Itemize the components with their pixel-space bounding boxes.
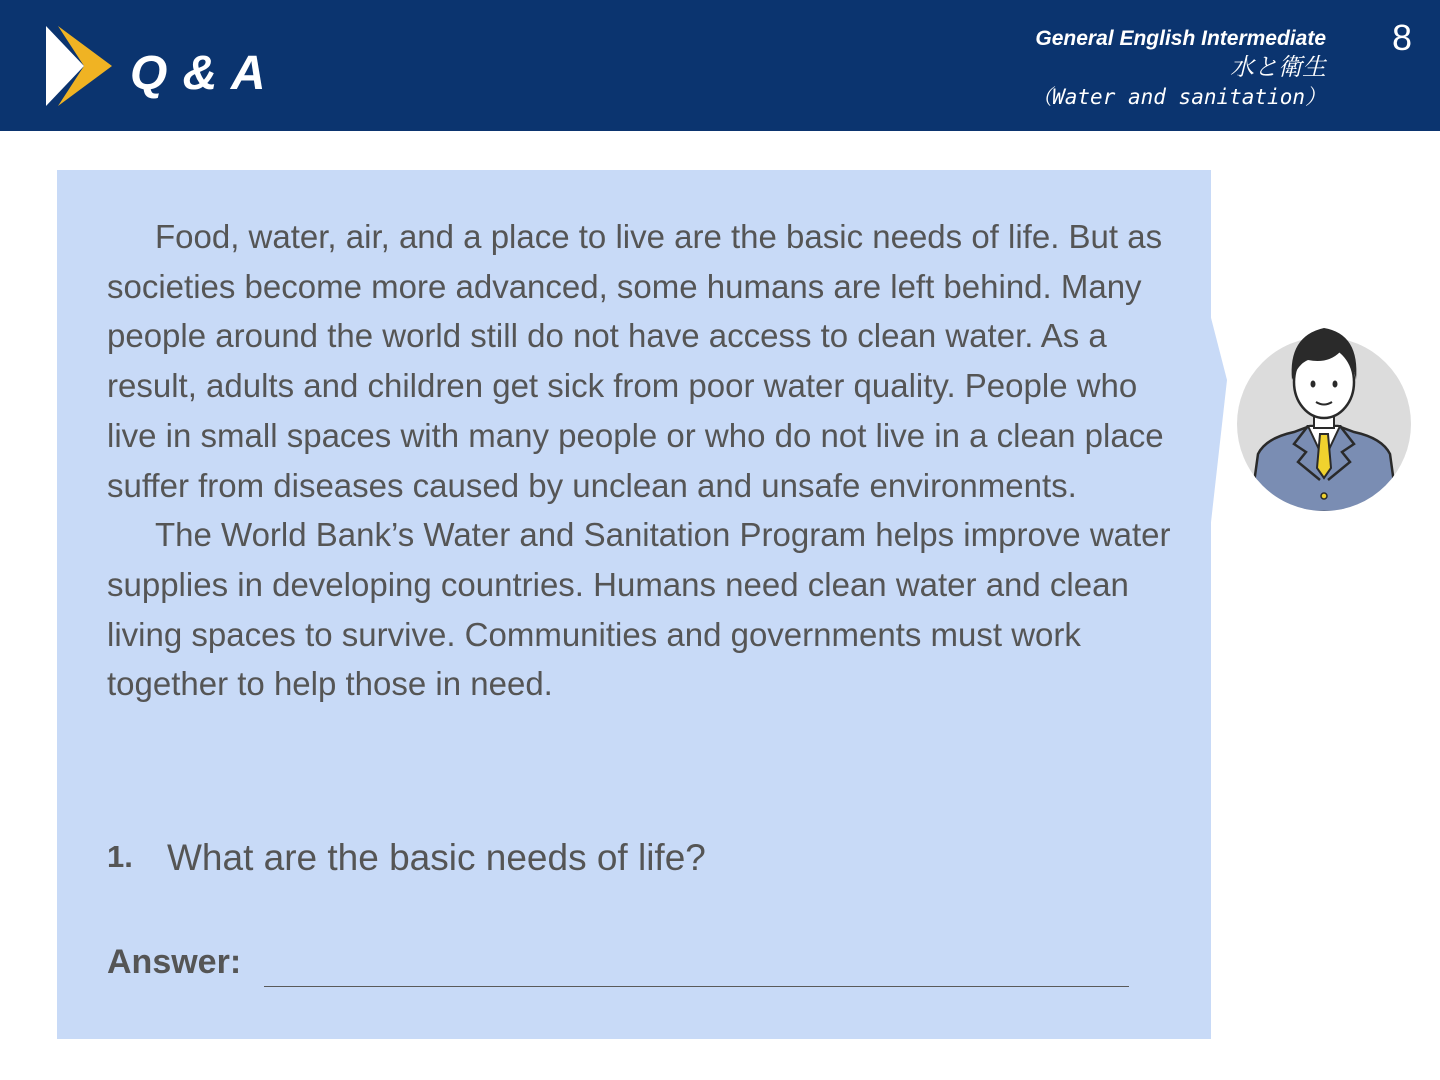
topic-title-english: （Water and sanitation） [1031, 85, 1326, 109]
passage-paragraph: Food, water, air, and a place to live are the basic needs of life. But as societies become more advanced, some humans are left behind. Many people around the world still do not have access to clean water. As a result, adults and children get sick from poor water quality. People who live in small spaces with many people or who do not live in a clean place suffer from diseases caused by unclean and unsafe environments. [107, 218, 1164, 504]
businessman-avatar-icon [1236, 320, 1412, 512]
answer-line[interactable] [264, 986, 1129, 987]
play-chevron-logo-icon [46, 26, 112, 106]
question-item [107, 834, 1167, 881]
reading-passage [107, 212, 1177, 709]
speech-bubble-tail [1209, 310, 1233, 540]
passage-paragraph: The World Bank’s Water and Sanitation Program helps improve water supplies in developing countries. Humans need clean water and clean living spaces to survive. Communities and governments must work together to help those in need. [107, 516, 1171, 703]
page-number: 8 [1391, 17, 1412, 58]
topic-title-japanese: 水と衛生 [1230, 53, 1326, 81]
course-info [906, 26, 1326, 112]
course-name: General English Intermediate [1035, 27, 1326, 50]
header-bar [0, 0, 1440, 131]
section-title: Q & A [130, 47, 267, 100]
answer-label: Answer: [107, 943, 242, 981]
question-number: 1. [107, 839, 133, 874]
question-text: What are the basic needs of life? [167, 837, 706, 878]
